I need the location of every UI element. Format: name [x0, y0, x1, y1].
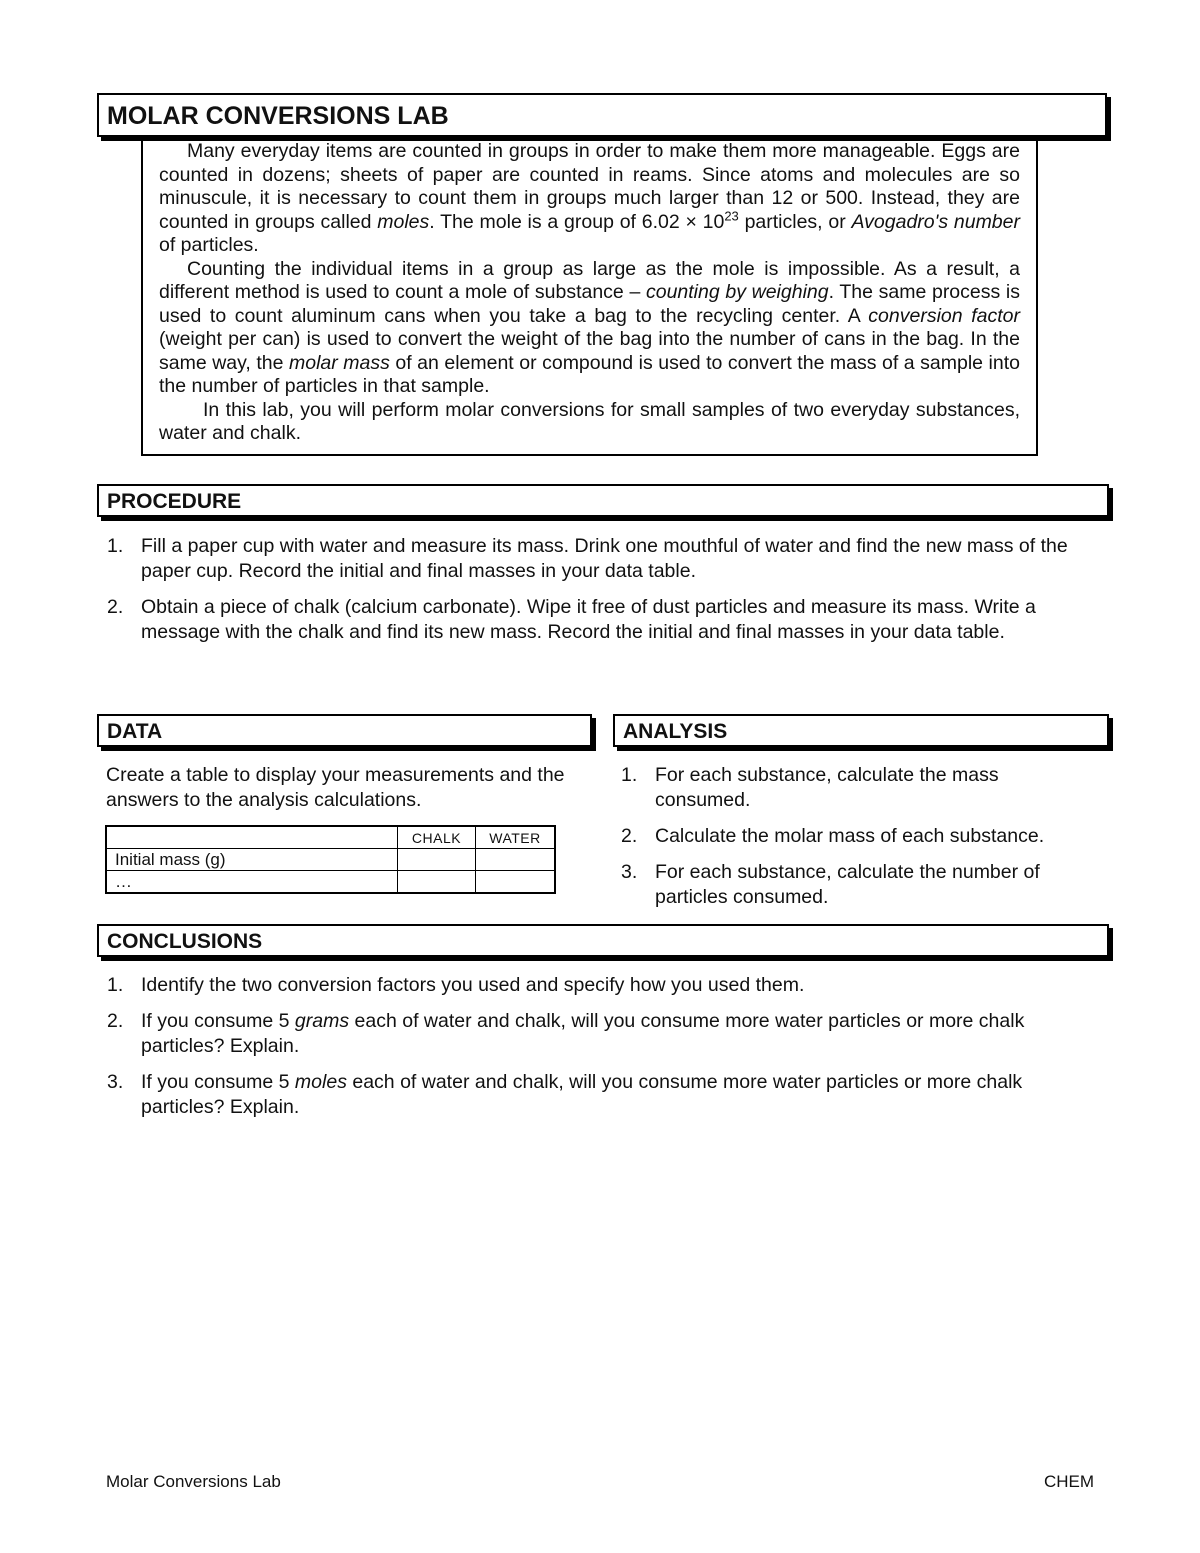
table-cell — [398, 871, 476, 894]
analysis-heading: ANALYSIS — [613, 714, 1109, 747]
conclusions-list — [107, 973, 1082, 1120]
analysis-list — [621, 763, 1091, 910]
table-row — [106, 871, 555, 894]
list-item: 1. For each substance, calculate the mass consumed. — [621, 764, 999, 811]
procedure-heading: PROCEDURE — [97, 484, 1109, 517]
list-item: 1. Fill a paper cup with water and measure its mass. Drink one mouthful of water and find the new mass of the paper cup. Record the initial and final masses in your data table. — [107, 535, 1068, 582]
table-cell: Initial mass (g) — [106, 849, 398, 871]
data-description: Create a table to display your measurements and the answers to the analysis calculations. — [106, 764, 565, 811]
table-header-cell — [106, 826, 398, 849]
list-item: 3. For each substance, calculate the number of particles consumed. — [621, 861, 1040, 908]
table-cell — [398, 849, 476, 871]
procedure-list — [107, 534, 1082, 645]
intro-paragraph-2: Counting the individual items in a group as large as the mole is impossible. As a result, a different method is used to count a mole of substance – counting by weighing. The same process is used to count aluminum cans when you take a bag to the recycling center. A conversion factor (weight per can) is used to convert the weight of the bag into the number of cans in the bag. In the same way, the molar mass of an element or compound is used to convert the mass of a sample into the number of particles in that sample. — [159, 257, 1020, 397]
list-item: 3. If you consume 5 moles each of water and chalk, will you consume more water particles or more chalk particles? Explain. — [107, 1071, 1023, 1118]
list-item: 1. Identify the two conversion factors you used and specify how you used them. — [107, 974, 805, 996]
intro-paragraph-3: In this lab, you will perform molar conversions for small samples of two everyday substances, water and chalk. — [159, 398, 1020, 444]
data-heading: DATA — [97, 714, 592, 747]
table-cell: … — [106, 871, 398, 894]
conclusions-heading: CONCLUSIONS — [97, 924, 1109, 957]
table-cell — [476, 871, 556, 894]
table-header-row — [106, 826, 555, 849]
table-header-water: WATER — [476, 826, 556, 849]
intro-paragraph-1: Many everyday items are counted in groups in order to make them more manageable. Eggs are counted in dozens; sheets of paper are counted in reams. Since atoms and molecules are so minuscule, it is necessary to count them in groups much larger than 12 or 500. Instead, they are counted in groups called moles. The mole is a group of $6.02 \times 10^{23}$ particles, or Avogadro's number of particles. — [159, 140, 1020, 256]
footer-right: CHEM — [1043, 1472, 1094, 1491]
table-header-chalk: CHALK — [398, 826, 476, 849]
list-item: 2. Obtain a piece of chalk (calcium carbonate). Wipe it free of dust particles and measure its mass. Write a message with the chalk and find its new mass. Record the initial and final masses in your data table. — [107, 596, 1036, 643]
page-title: MOLAR CONVERSIONS LAB — [97, 93, 1107, 137]
intro-box — [141, 140, 1038, 456]
footer-left: Molar Conversions Lab — [106, 1472, 281, 1491]
list-item: 2. If you consume 5 grams each of water and chalk, will you consume more water particles or more chalk particles? Explain. — [107, 1010, 1025, 1057]
table-cell — [476, 849, 556, 871]
data-table — [105, 825, 556, 894]
table-row — [106, 849, 555, 871]
list-item: 2. Calculate the molar mass of each substance. — [621, 825, 1045, 847]
